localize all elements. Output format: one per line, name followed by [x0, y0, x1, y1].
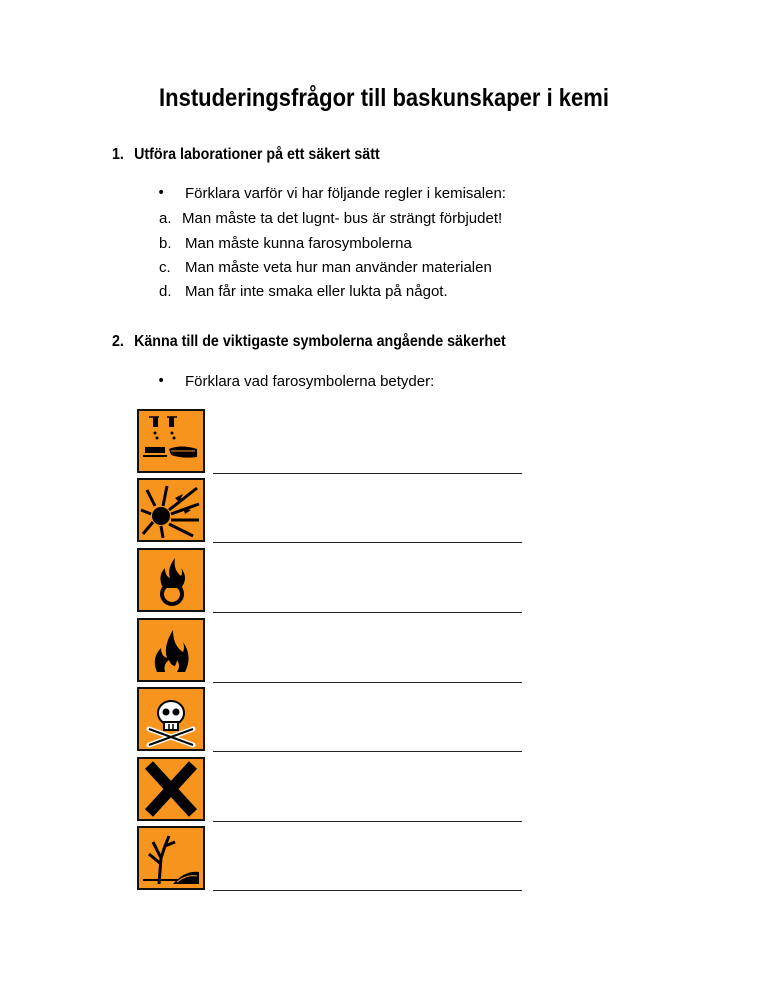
list-marker: a. [159, 210, 172, 227]
flammable-icon [137, 618, 205, 682]
list-item-text: Man måste kunna farosymbolerna [185, 235, 412, 252]
answer-line[interactable] [213, 612, 522, 613]
oxidizing-icon [137, 548, 205, 612]
symbol-row [137, 687, 527, 754]
bullet-text: Förklara vad farosymbolerna betyder: [185, 373, 435, 390]
symbol-row [137, 826, 527, 893]
corrosive-icon [137, 409, 205, 473]
list-item-text: Man får inte smaka eller lukta på något. [185, 283, 448, 300]
bullet-text: Förklara varför vi har följande regler i kemisalen: [185, 185, 506, 202]
answer-line[interactable] [213, 751, 522, 752]
bullet-icon: • [157, 373, 166, 389]
answer-line[interactable] [213, 542, 522, 543]
answer-line[interactable] [213, 890, 522, 891]
section-1-number: 1. [112, 146, 124, 163]
answer-line[interactable] [213, 473, 522, 474]
section-1-heading [112, 146, 380, 164]
section-2-number: 2. [112, 333, 124, 350]
toxic-icon [137, 687, 205, 751]
section-1-title: Utföra laborationer på ett säkert sätt [134, 146, 380, 163]
list-marker: c. [159, 259, 171, 276]
harmful-irritant-icon [137, 757, 205, 821]
symbol-row [137, 618, 527, 685]
symbol-row [137, 409, 527, 476]
symbol-row [137, 548, 527, 615]
section-2-heading [112, 333, 506, 351]
answer-line[interactable] [213, 682, 522, 683]
page-title: Instuderingsfrågor till baskunskaper i kemi [159, 84, 609, 112]
environment-hazard-icon [137, 826, 205, 890]
symbol-row [137, 478, 527, 545]
section-2-title: Känna till de viktigaste symbolerna angående säkerhet [134, 333, 506, 350]
list-marker: d. [159, 283, 172, 300]
symbol-row [137, 757, 527, 824]
explosive-icon [137, 478, 205, 542]
bullet-icon: • [157, 185, 166, 201]
answer-line[interactable] [213, 821, 522, 822]
list-marker: b. [159, 235, 172, 252]
list-item-text: Man måste veta hur man använder materialen [185, 259, 492, 276]
list-item-text: Man måste ta det lugnt- bus är strängt förbjudet! [182, 210, 503, 227]
